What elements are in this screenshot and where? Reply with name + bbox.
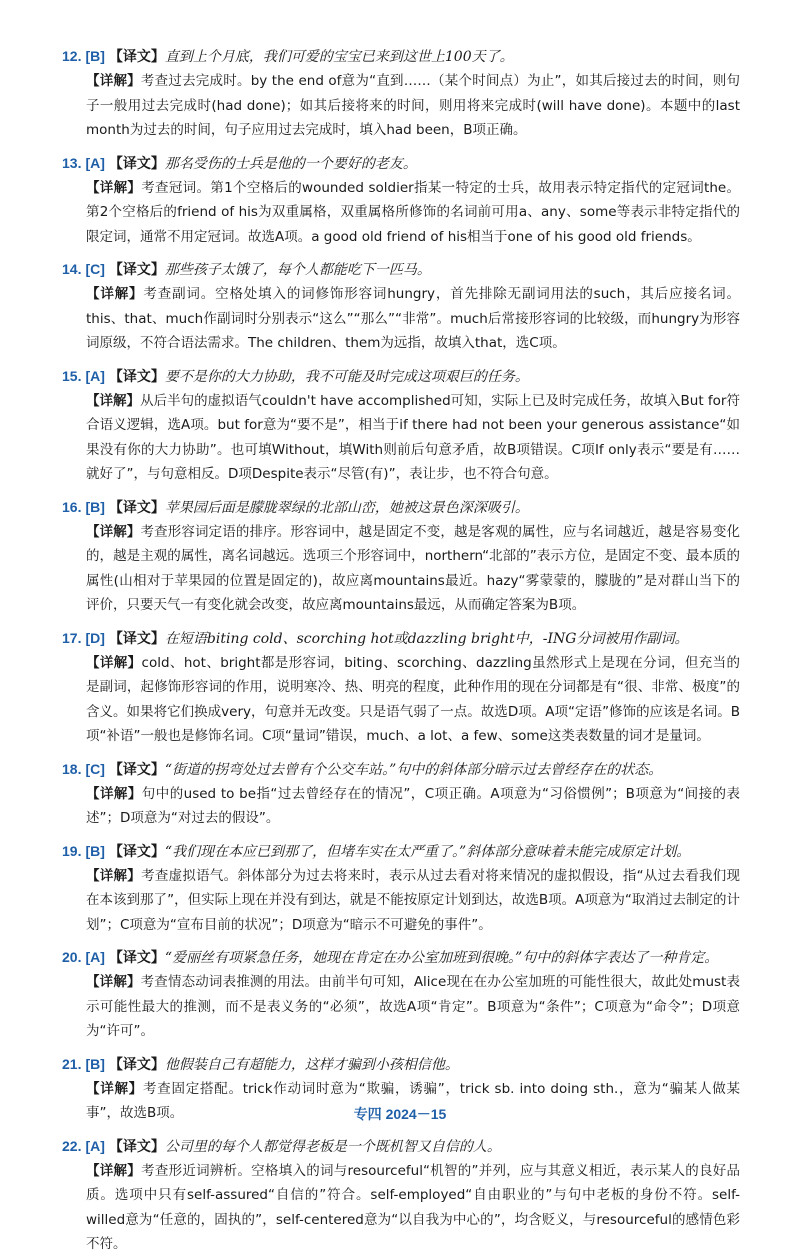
detail-paragraph: [62, 1159, 740, 1257]
answer-key: [B]: [85, 48, 105, 64]
answer-key: [B]: [85, 498, 105, 515]
detail-text: 从后半句的虚拟语气couldn't have accomplished可知，实际上已及时完成任务，故填入But for符合语义逻辑，选A项。but for意为“要不是”，相当于if there had not been your generous assistance“如果没有你的大力协助”。也可填Without，填With则前后句意矛盾，故B项错误。C项If only表示“要是有……就好了”，与句意相反。D项Despite表示“尽管(有)”，表让步，也不符合句意。: [86, 392, 740, 482]
question-number: 21.: [62, 1055, 82, 1072]
detail-tag: 【详解】: [86, 286, 144, 302]
translation-tag: 【译文】: [108, 49, 165, 65]
answer-item: [62, 839, 740, 938]
detail-paragraph: [62, 864, 740, 938]
translation-text: “街道的拐弯处过去曾有个公交车站。”句中的斜体部分暗示过去曾经存在的状态。: [164, 761, 663, 778]
detail-tag: 【详解】: [86, 785, 142, 802]
translation-tag: 【译文】: [108, 368, 165, 385]
translation-line: [62, 1052, 740, 1077]
answer-item: [62, 44, 740, 143]
answer-item: [62, 945, 740, 1044]
question-number: 22.: [62, 1137, 82, 1154]
answer-item: [62, 257, 740, 356]
detail-tag: 【详解】: [86, 654, 142, 671]
translation-line: [62, 945, 740, 970]
translation-text: 在短语biting cold、scorching hot或dazzling bright中，-ING分词被用作副词。: [164, 630, 689, 647]
detail-paragraph: [62, 651, 740, 749]
question-number: 17.: [62, 629, 82, 646]
detail-text: 考查形近词辨析。空格填入的词与resourceful“机智的”并列，应与其意义相近，表示某人的良好品质。选项中只有self-assured“自信的”符合。self-employed“自由职业的”与句中老板的身份不符。self-willed意为“任意的，固执的”，self-centered意为“以自我为中心的”，均含贬义，与resourceful的感情色彩不符。: [86, 1162, 741, 1252]
detail-tag: 【详解】: [86, 179, 142, 196]
detail-text: 考查冠词。第1个空格后的wounded soldier指某一特定的士兵，故用表示特定指代的定冠词the。第2个空格后的friend of his为双重属格，双重属格所修饰的名词前可用a、any、some等表示非特定指代的限定词，通常不用定冠词。故选A项。a good old friend of his相当于one of his good old friends。: [86, 179, 740, 245]
translation-text: 他假装自己有超能力，这样才骗到小孩相信他。: [164, 1056, 459, 1073]
answer-key: [D]: [85, 629, 105, 646]
detail-paragraph: [62, 520, 740, 618]
translation-text: 公司里的每个人都觉得老板是一个既机智又自信的人。: [164, 1138, 501, 1155]
translation-line: [62, 364, 740, 389]
detail-text: 考查情态动词表推测的用法。由前半句可知，Alice现在在办公室加班的可能性很大，故此处must表示可能性最大的推测，而不是表义务的“必须”，故选A项“肯定”。B项意为“条件”；C项意为“命令”；D项意为“许可”。: [86, 974, 741, 1039]
translation-tag: 【译文】: [108, 761, 165, 778]
question-number: 15.: [62, 367, 82, 384]
detail-tag: 【详解】: [86, 1080, 143, 1097]
answer-item: [62, 364, 740, 487]
detail-tag: 【详解】: [86, 867, 142, 884]
translation-tag: 【译文】: [108, 630, 165, 647]
answer-key: [B]: [85, 842, 105, 859]
translation-line: [62, 257, 740, 282]
translation-tag: 【译文】: [108, 843, 165, 860]
translation-text: “爱丽丝有项紧急任务，她现在肯定在办公室加班到很晚。”句中的斜体字表达了一种肯定。: [164, 950, 719, 966]
detail-tag: 【详解】: [86, 73, 141, 89]
detail-text: 考查过去完成时。by the end of意为“直到……（某个时间点）为止”，如其后接过去的时间，则句子一般用过去完成时(had done)；如其后接将来的时间，则用将来完成时(will have done)。本题中的last month为过去的时间，句子应用过去完成时，填入had been，B项正确。: [86, 73, 740, 138]
detail-paragraph: [62, 970, 740, 1044]
detail-text: 考查固定搭配。trick作动词时意为“欺骗，诱骗”，trick sb. into doing sth.，意为“骗某人做某事”，故选B项。: [86, 1080, 740, 1121]
translation-text: 那名受伤的士兵是他的一个要好的老友。: [164, 155, 417, 172]
question-number: 14.: [62, 261, 82, 277]
detail-tag: 【详解】: [86, 392, 141, 409]
translation-tag: 【译文】: [108, 950, 165, 966]
translation-line: [62, 626, 740, 651]
detail-paragraph: [62, 69, 740, 143]
translation-tag: 【译文】: [108, 262, 165, 278]
detail-text: 考查形容词定语的排序。形容词中，越是固定不变，越是客观的属性，应与名词越近，越是容易变化的，越是主观的属性，离名词越远。选项三个形容词中，northern“北部的”表示方位，是固定不变、最本质的属性(山相对于苹果园的位置是固定的)，故应离mountains最近。hazy“雾蒙蒙的，朦胧的”是对群山当下的评价，只要天气一有变化就会改变，故应离mountains最远，从而确定答案为B项。: [86, 523, 741, 613]
question-number: 12.: [62, 48, 82, 64]
translation-text: 要不是你的大力协助，我不可能及时完成这项艰巨的任务。: [164, 368, 529, 385]
detail-text: 句中的used to be指“过去曾经存在的情况”，C项正确。A项意为“习俗惯例”；B项意为“间接的表述”；D项意为“对过去的假设”。: [86, 785, 740, 826]
translation-tag: 【译文】: [108, 499, 165, 516]
answer-key: [C]: [85, 760, 105, 777]
answer-key: [A]: [85, 154, 105, 171]
answer-item: [62, 757, 740, 831]
translation-line: [62, 1134, 740, 1159]
detail-text: 考查副词。空格处填入的词修饰形容词hungry，首先排除无副词用法的such，其后应接名词。this、that、much作副词时分别表示“这么”“那么”“非常”。much后常接形容词的比较级，而hungry为形容词原级，不符合语法需求。The children、them为远指，故填入that，选C项。: [86, 286, 740, 351]
translation-line: [62, 839, 740, 864]
detail-text: 考查虚拟语气。斜体部分为过去将来时，表示从过去看对将来情况的虚拟假设，指“从过去看我们现在本该到那了”，但实际上现在并没有到达，就是不能按原定计划到达，故选B项。A项意为“取消过去制定的计划”；C项意为“宣布目前的状况”；D项意为“暗示不可避免的事件”。: [86, 867, 741, 933]
answer-item: [62, 1134, 740, 1257]
answer-item: [62, 495, 740, 618]
translation-tag: 【译文】: [108, 1056, 165, 1073]
translation-text: 苹果园后面是朦胧翠绿的北部山峦，她被这景色深深吸引。: [164, 499, 529, 516]
answer-key: [B]: [85, 1055, 105, 1072]
detail-paragraph: [62, 782, 740, 831]
detail-paragraph: [62, 389, 740, 487]
question-number: 16.: [62, 498, 82, 515]
answer-item: [62, 626, 740, 749]
detail-text: cold、hot、bright都是形容词，biting、scorching、dazzling虽然形式上是现在分词，但充当的是副词，起修饰形容词的作用，说明寒冷、热、明亮的程度，此种作用的现在分词都是有“很、非常、极度”的含义。如果将它们换成very，句意并无改变。只是语气弱了一点。故选D项。A项“定语”修饰的应该是名词。B项“补语”一般也是修饰名词。C项“量词”错误，much、a lot、a few、some这类表数量的词才是量词。: [86, 654, 740, 744]
answer-key: [A]: [85, 1137, 105, 1154]
answer-item: [62, 151, 740, 250]
page-footer: 专四 2024－15: [353, 1106, 447, 1122]
translation-tag: 【译文】: [108, 155, 165, 172]
translation-text: 直到上个月底，我们可爱的宝宝已来到这世上100天了。: [164, 49, 514, 65]
question-number: 20.: [62, 949, 82, 965]
translation-tag: 【译文】: [108, 1138, 165, 1155]
translation-text: 那些孩子太饿了，每个人都能吃下一匹马。: [164, 262, 431, 278]
detail-paragraph: [62, 176, 740, 250]
answer-key: [A]: [85, 367, 105, 384]
translation-line: [62, 151, 740, 176]
detail-tag: 【详解】: [86, 1162, 142, 1179]
question-number: 13.: [62, 154, 82, 171]
detail-tag: 【详解】: [86, 974, 141, 990]
translation-text: “我们现在本应已到那了，但堵车实在太严重了。”斜体部分意味着未能完成原定计划。: [164, 843, 691, 860]
detail-paragraph: [62, 282, 740, 356]
translation-line: [62, 44, 740, 69]
detail-tag: 【详解】: [86, 523, 141, 540]
answer-key: [A]: [85, 949, 105, 965]
answer-key: [C]: [85, 261, 105, 277]
answer-list: [62, 44, 740, 1257]
question-number: 18.: [62, 760, 82, 777]
translation-line: [62, 757, 740, 782]
translation-line: [62, 495, 740, 520]
question-number: 19.: [62, 842, 82, 859]
